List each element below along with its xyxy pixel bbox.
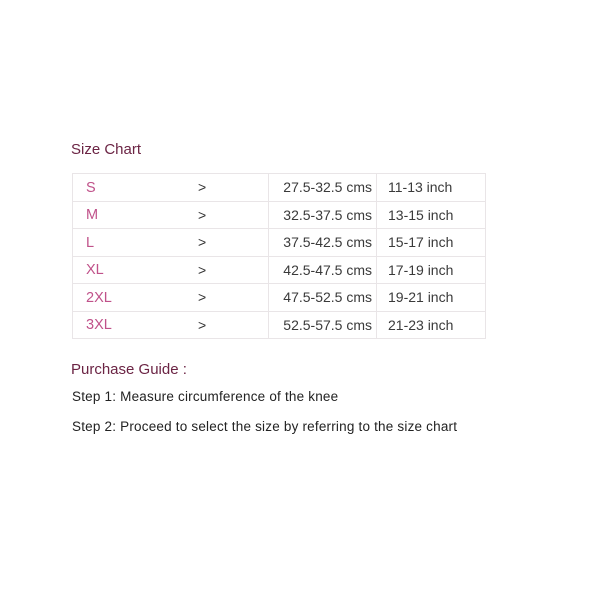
size-chart-title: Size Chart [71, 141, 142, 158]
arrow-cell [198, 256, 269, 284]
size-label: L [86, 234, 95, 251]
table-row [73, 256, 486, 284]
size-label: XL [86, 262, 104, 279]
inch-cell: 19-21 inch [377, 284, 486, 312]
chevron-right-icon: > [198, 261, 207, 278]
table-row [73, 311, 486, 339]
inch-cell: 17-19 inch [377, 256, 486, 284]
size-label: 2XL [86, 289, 112, 306]
size-cell [73, 174, 199, 202]
table-row [73, 201, 486, 229]
chevron-right-icon: > [198, 234, 207, 251]
table-row [73, 174, 486, 202]
size-label: S [86, 179, 96, 196]
purchase-step-2: Step 2: Proceed to select the size by referring to the size chart [72, 419, 458, 434]
size-chart-table [72, 173, 486, 339]
arrow-cell [198, 174, 269, 202]
purchase-guide-title: Purchase Guide : [71, 361, 187, 378]
cms-cell: 42.5-47.5 cms [269, 256, 377, 284]
inch-cell: 15-17 inch [377, 229, 486, 257]
purchase-step-1: Step 1: Measure circumference of the knee [72, 389, 339, 404]
table-row [73, 229, 486, 257]
inch-cell: 11-13 inch [377, 174, 486, 202]
arrow-cell [198, 284, 269, 312]
size-label: M [86, 207, 99, 224]
inch-cell: 13-15 inch [377, 201, 486, 229]
size-cell [73, 284, 199, 312]
table-row [73, 284, 486, 312]
cms-cell: 27.5-32.5 cms [269, 174, 377, 202]
cms-cell: 37.5-42.5 cms [269, 229, 377, 257]
chevron-right-icon: > [198, 316, 207, 333]
inch-cell: 21-23 inch [377, 311, 486, 339]
size-cell [73, 311, 199, 339]
chevron-right-icon: > [198, 289, 207, 306]
arrow-cell [198, 229, 269, 257]
cms-cell: 47.5-52.5 cms [269, 284, 377, 312]
chevron-right-icon: > [198, 179, 207, 196]
arrow-cell [198, 201, 269, 229]
size-cell [73, 201, 199, 229]
chevron-right-icon: > [198, 206, 207, 223]
size-label: 3XL [86, 317, 112, 334]
cms-cell: 32.5-37.5 cms [269, 201, 377, 229]
arrow-cell [198, 311, 269, 339]
cms-cell: 52.5-57.5 cms [269, 311, 377, 339]
size-cell [73, 256, 199, 284]
size-cell [73, 229, 199, 257]
